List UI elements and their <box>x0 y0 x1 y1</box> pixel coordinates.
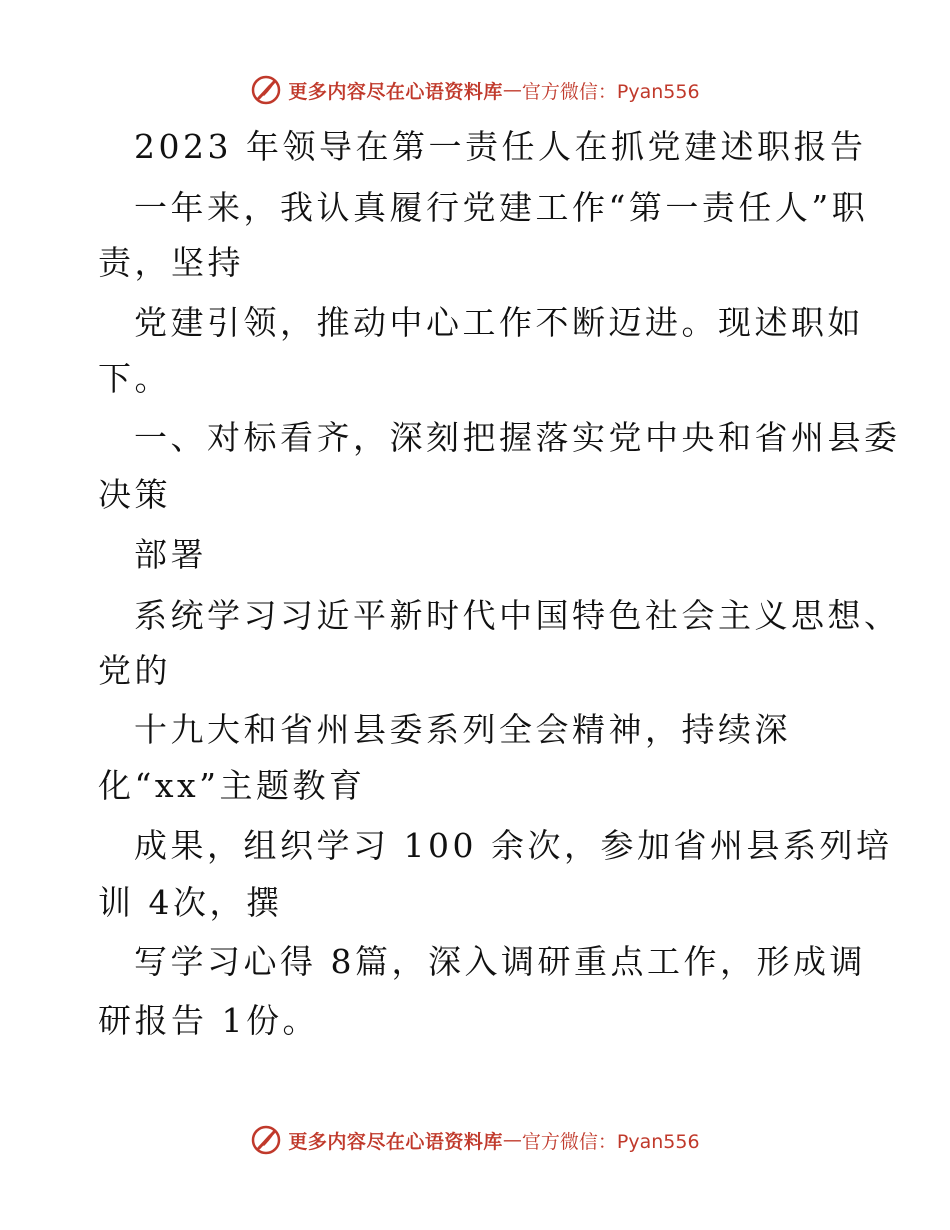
header-watermark-banner <box>0 70 950 110</box>
banner-site-text: 更多内容尽在心语资料库 <box>288 80 503 103</box>
paragraph-line: 成果，组织学习 100 余次，参加省州县系列培 <box>134 826 893 865</box>
footer-watermark-banner <box>0 1120 950 1160</box>
document-title: 2023 年领导在第一责任人在抓党建述职报告 <box>134 127 867 166</box>
paragraph-line: 研报告 1份。 <box>98 1001 319 1040</box>
quill-logo-icon <box>250 1124 282 1156</box>
banner-dash: — <box>502 1129 522 1151</box>
banner-wechat-text: 官方微信：Pyan556 <box>521 1130 700 1153</box>
paragraph-line: 系统学习习近平新时代中国特色社会主义思想、 <box>134 596 901 635</box>
banner-wechat-text: 官方微信：Pyan556 <box>521 80 700 103</box>
paragraph-line: 写学习心得 8篇，深入调研重点工作，形成调 <box>134 942 866 981</box>
banner-site-text: 更多内容尽在心语资料库 <box>288 1130 503 1153</box>
paragraph-line: 训 4次，撰 <box>98 883 283 922</box>
banner-dash: — <box>502 79 522 101</box>
paragraph-line: 化“xx”主题教育 <box>98 766 366 805</box>
section-heading-cont: 决策 <box>98 475 171 514</box>
section-heading: 一、对标看齐，深刻把握落实党中央和省州县委 <box>134 418 901 457</box>
paragraph-line: 党建引领，推动中心工作不断迈进。现述职如 <box>134 303 864 342</box>
quill-logo-icon <box>250 74 282 106</box>
paragraph-line: 党的 <box>98 651 171 690</box>
section-heading-cont: 部署 <box>134 535 207 574</box>
paragraph-line: 一年来，我认真履行党建工作“第一责任人”职 <box>134 188 869 227</box>
paragraph-line: 十九大和省州县委系列全会精神，持续深 <box>134 710 791 749</box>
paragraph-line: 下。 <box>98 359 171 398</box>
paragraph-line: 责，坚持 <box>98 243 244 282</box>
